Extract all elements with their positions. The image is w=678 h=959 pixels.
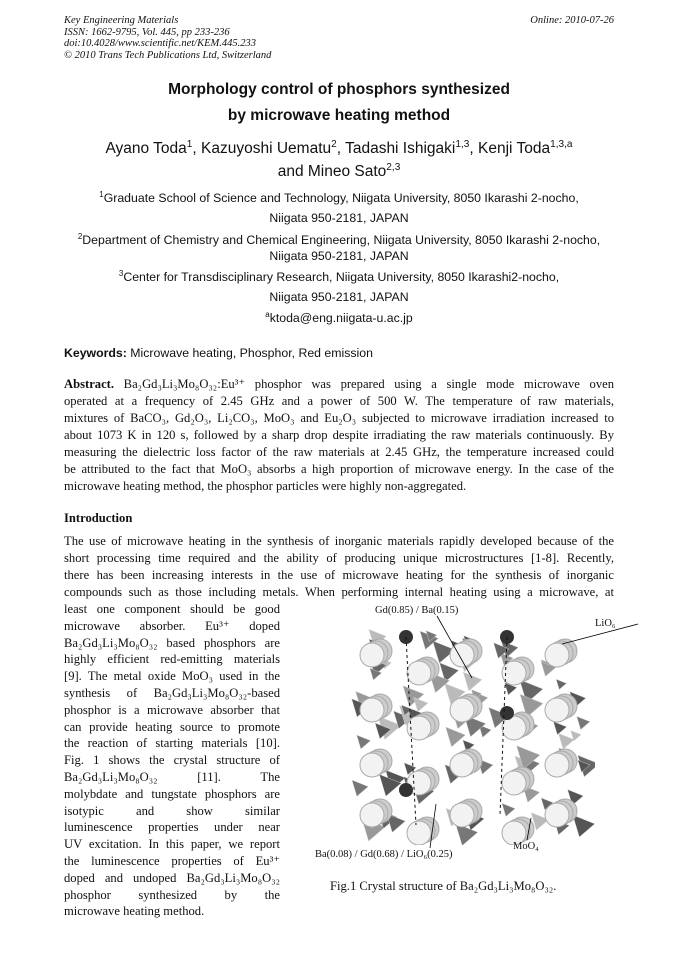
intro-line: The use of microwave heating in the synthesis of inorganic materials rapidly developed because of the [64,534,614,548]
journal-name: Key Engineering Materials [64,15,179,26]
email-sup: a [265,309,270,319]
copyright: © 2010 Trans Tech Publications Ltd, Switzerland [64,49,272,61]
intro-line: microwave absorber. Eu³⁺ doped [64,618,280,633]
intro-line: the reaction of starting materials [10]. [64,736,280,751]
aff-text: Center for Transdisciplinary Research, Niigata University, 8050 Ikarashi2-nocho, [123,270,560,284]
affiliation-1 [0,191,678,205]
abstract-line: mixtures of BaCO₃, Gd₂O₃, Li₂CO₃, MoO₃ and Eu₂O₃ subjected to microwave irradiation increased to [64,411,614,425]
intro-line: Fig. 1 shows the crystal structure of [64,753,280,768]
introduction-heading: Introduction [64,511,133,525]
issn: ISSN: 1662-9795, Vol. 445, pp 233-236 [64,26,230,38]
intro-line: molybdate and tungstate phosphors are [64,786,280,801]
intro-line: Ba₂Gd₃Li₃Mo₈O₃₂ based phosphors are [64,635,280,650]
abstract-line: be attributed to the fact that MoO₃ absorbs a high proportion of microwave energy. In the case of the [64,462,614,476]
figure-label-lio6: LiO₆ [595,618,616,629]
author-sup: 2 [331,138,337,150]
intro-line: the luminescence properties of Eu³⁺ [64,853,280,868]
aff-sup: 3 [118,268,124,278]
figure-caption: Fig.1 Crystal structure of Ba₂Gd₃Li₃Mo₈O₃₂. [330,879,557,893]
abstract-line: measuring the dielectric loss factor of the raw materials at 2.45 GHz, the temperature increased could [64,445,614,459]
aff-text: Department of Chemistry and Chemical Engineering, Niigata University, 8050 Ikarashi 2-nocho, [82,233,601,247]
author: Tadashi Ishigaki [345,140,456,157]
author: Kazuyoshi Uematu [201,140,332,157]
paper-title-line2: by microwave heating method [227,107,451,124]
author: Kenji Toda [478,140,551,157]
figure-leader-lines [300,600,678,860]
journal-header [64,15,271,61]
authors-line2 [0,163,678,181]
author-sup: 2,3 [386,161,401,173]
figure-label-ba: Ba(0.08) / Gd(0.68) / LiO₆(0.25) [315,849,453,860]
intro-line: phosphor synthesized by the [64,887,280,902]
abstract [64,376,614,495]
email-text: ktoda@eng.niigata-u.ac.jp [269,311,413,325]
intro-line: least one component should be good [64,602,280,616]
affiliation-3-line2: Niigata 950-2181, JAPAN [269,290,409,304]
figure-label-gd: Gd(0.85) / Ba(0.15) [375,605,459,616]
intro-line: doped and undoped Ba₂Gd₃Li₃Mo₈O₃₂ [64,870,280,885]
intro-line: luminescence properties under near [64,820,280,835]
keywords-text: Microwave heating, Phosphor, Red emission [126,346,373,360]
intro-line: can provide heating source to promote [64,719,280,734]
intro-line: synthesis of Ba₂Gd₃Li₃Mo₈O₃₂-based [64,685,280,700]
affiliation-3 [0,270,678,284]
aff-sup: 1 [99,189,104,199]
affiliation-2 [0,233,678,247]
author-sup: 1 [186,138,193,150]
author: Ayano Toda [105,140,187,157]
keywords-label: Keywords: [64,346,127,360]
affiliation-1-line2: Niigata 950-2181, JAPAN [269,211,409,225]
intro-column [64,601,280,920]
figure-label-moo4: MoO₄ [513,841,539,852]
intro-line: Ba₂Gd₃Li₃Mo₈O₃₂ [11]. The [64,769,280,784]
aff-sup: 2 [77,231,83,241]
affiliation-2-line2: Niigata 950-2181, JAPAN [269,249,409,263]
intro-line: microwave heating method. [64,904,205,919]
authors-line1 [0,140,678,158]
abstract-line: Ba₂Gd₃Li₃Mo₈O₃₂:Eu³⁺ phosphor was prepared using a single mode microwave oven [114,377,614,391]
keywords [64,346,373,360]
sep: , [336,140,346,157]
online-date: Online: 2010-07-26 [530,15,614,26]
sep: and [277,163,308,180]
intro-full-width [64,533,614,601]
intro-line: highly efficient red-emitting materials [64,652,280,667]
abstract-line: operated at a frequency of 2.45 GHz and a power of 500 W. The temperature of raw materials, [64,394,614,408]
intro-line: short processing time required and the ability of producing unique microstructures [1-8]. Recently, [64,551,614,565]
author-sup: 1,3 [455,138,470,150]
doi: doi:10.4028/www.scientific.net/KEM.445.233 [64,38,256,49]
abstract-line: microwave heating method, the phosphor particles were highly non-aggregated. [64,479,467,493]
author: Mineo Sato [307,163,387,180]
paper-title-line1: Morphology control of phosphors synthesized [168,81,510,98]
abstract-line: about 1073 K in 120 s, followed by a sharp drop despite irradiating the raw materials continuously. By [64,428,614,442]
intro-line: UV excitation. In this paper, we report [64,837,280,852]
intro-line: [9]. The metal oxide MoO₃ used in the [64,669,280,684]
intro-line: there has been increasing interests in the use of microwave heating for the synthesis of inorganic [64,568,614,582]
intro-line: compounds such as those including metals. When performing internal heating using a microwave, at [64,585,614,599]
intro-line: isotypic and show similar [64,803,280,818]
intro-line: phosphor is a microwave absorber that [64,702,280,717]
abstract-label: Abstract. [64,377,115,391]
sep: , [469,140,478,157]
sep: , [192,140,202,157]
aff-text: Graduate School of Science and Technology, Niigata University, 8050 Ikarashi 2-nocho, [103,191,579,205]
author-sup: 1,3,a [550,138,573,150]
email [0,311,678,325]
